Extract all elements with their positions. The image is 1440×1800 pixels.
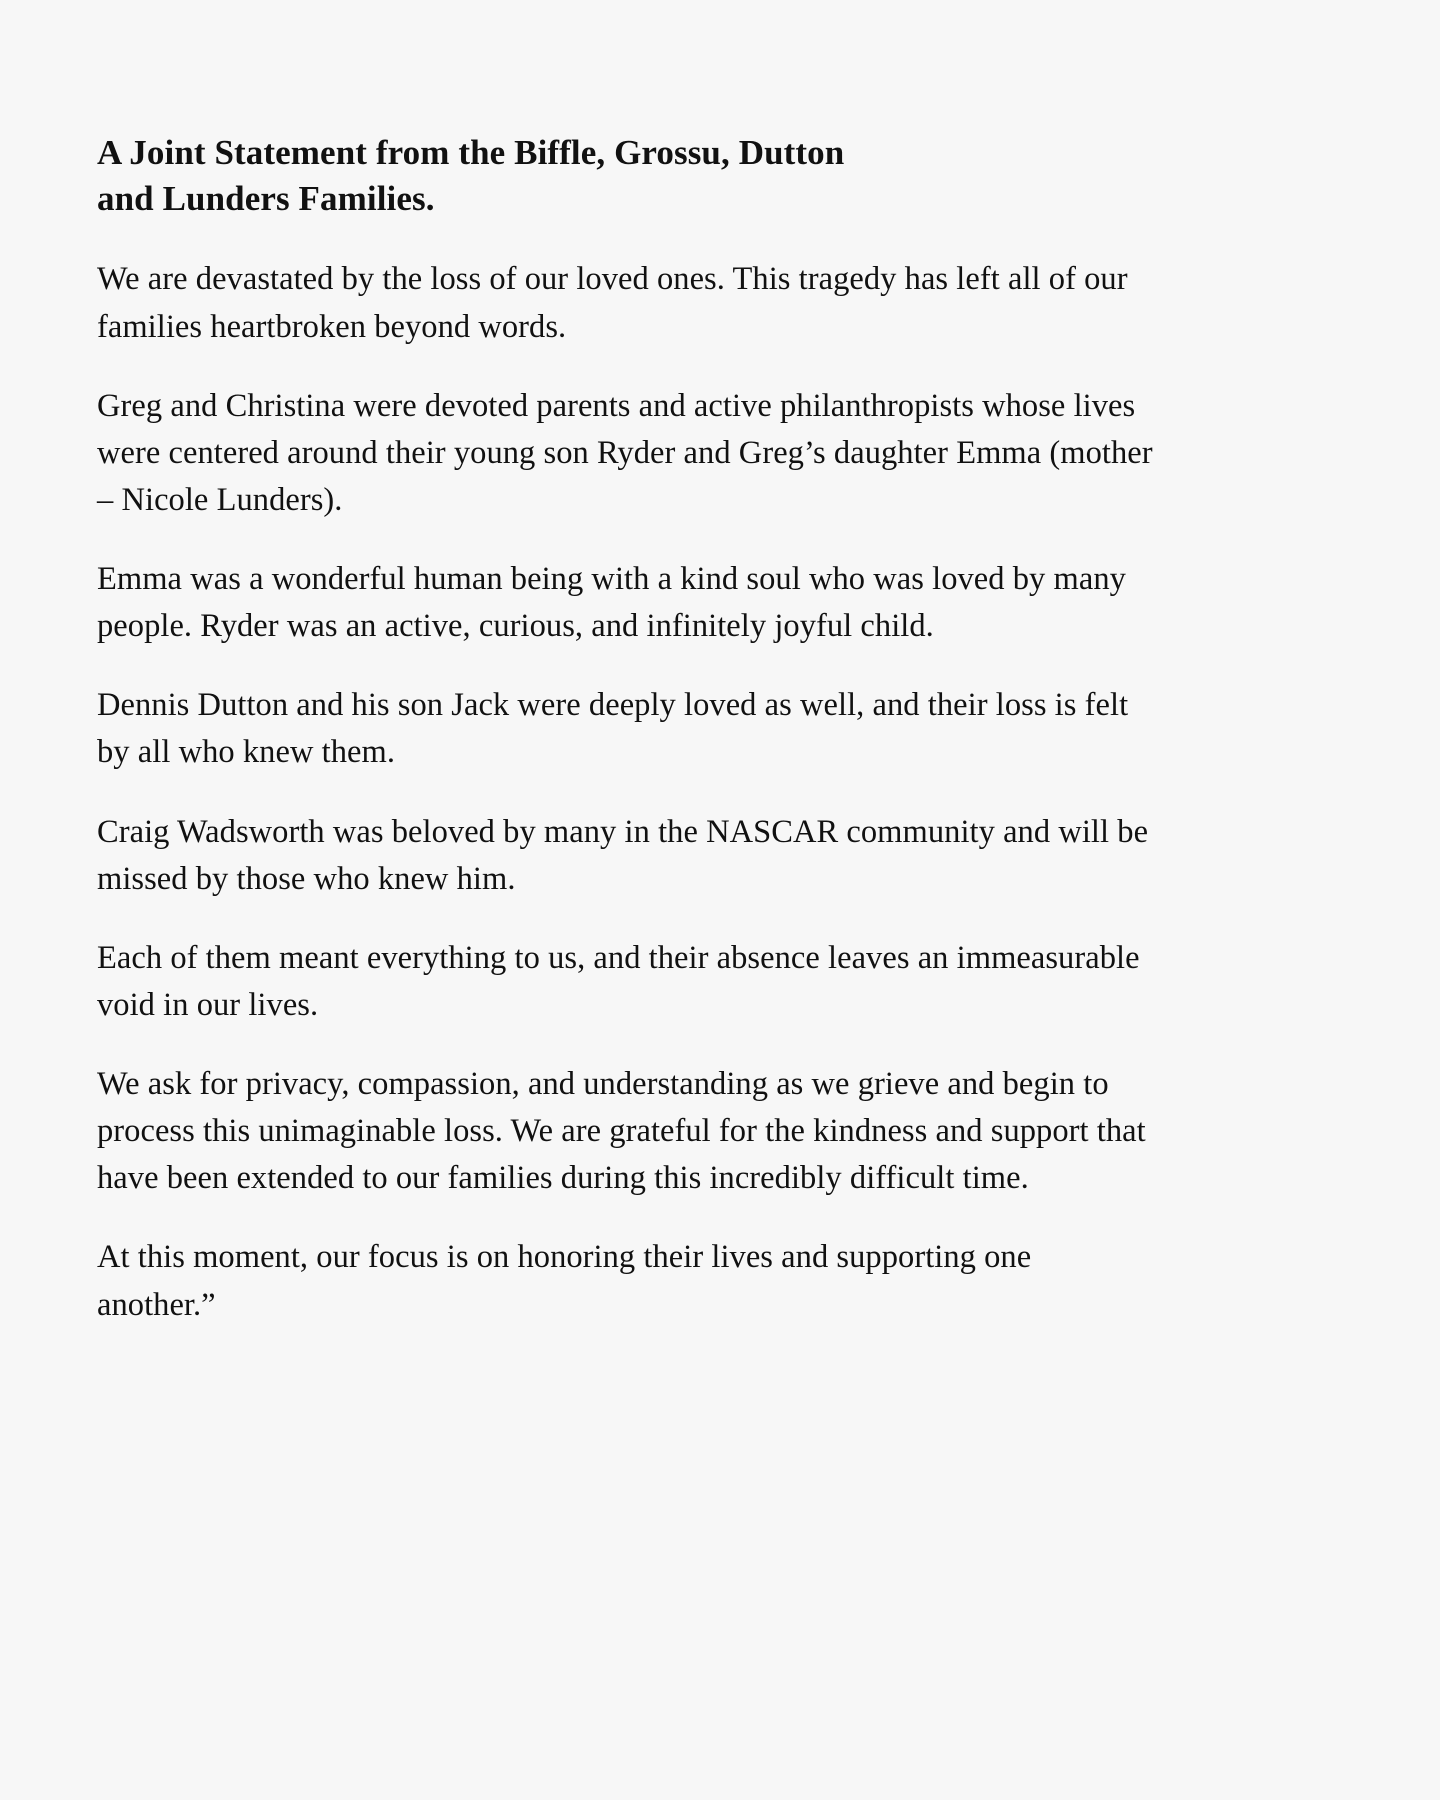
statement-paragraph: Emma was a wonderful human being with a kind soul who was loved by many people. Ryder was an active, curious, and infinitely joyful child. bbox=[97, 561, 1126, 645]
statement-paragraph: At this moment, our focus is on honoring their lives and supporting one another.” bbox=[97, 1239, 1032, 1323]
page-title-line-2: and Lunders Families. bbox=[97, 179, 435, 219]
statement-paragraph: Dennis Dutton and his son Jack were deeply loved as well, and their loss is felt by all who knew them. bbox=[97, 687, 1129, 771]
statement-paragraph: We are devastated by the loss of our loved ones. This tragedy has left all of our families heartbroken beyond words. bbox=[97, 261, 1128, 345]
statement-paragraph: Greg and Christina were devoted parents and active philanthropists whose lives were centered around their young son Ryder and Greg’s daughter Emma (mother – Nicole Lunders). bbox=[97, 387, 1153, 518]
statement-paragraph: We ask for privacy, compassion, and understanding as we grieve and begin to process this unimaginable loss. We are grateful for the kindness and support that have been extended to our families during this incredibly difficult time. bbox=[97, 1066, 1146, 1197]
page-title bbox=[97, 130, 997, 222]
statement-paragraph: Each of them meant everything to us, and their absence leaves an immeasurable void in our lives. bbox=[97, 939, 1140, 1023]
statement-paragraph: Craig Wadsworth was beloved by many in the NASCAR community and will be missed by those who knew him. bbox=[97, 813, 1149, 897]
statement-body bbox=[97, 256, 1155, 1328]
page-title-line-1: A Joint Statement from the Biffle, Grossu, Dutton bbox=[97, 133, 845, 172]
